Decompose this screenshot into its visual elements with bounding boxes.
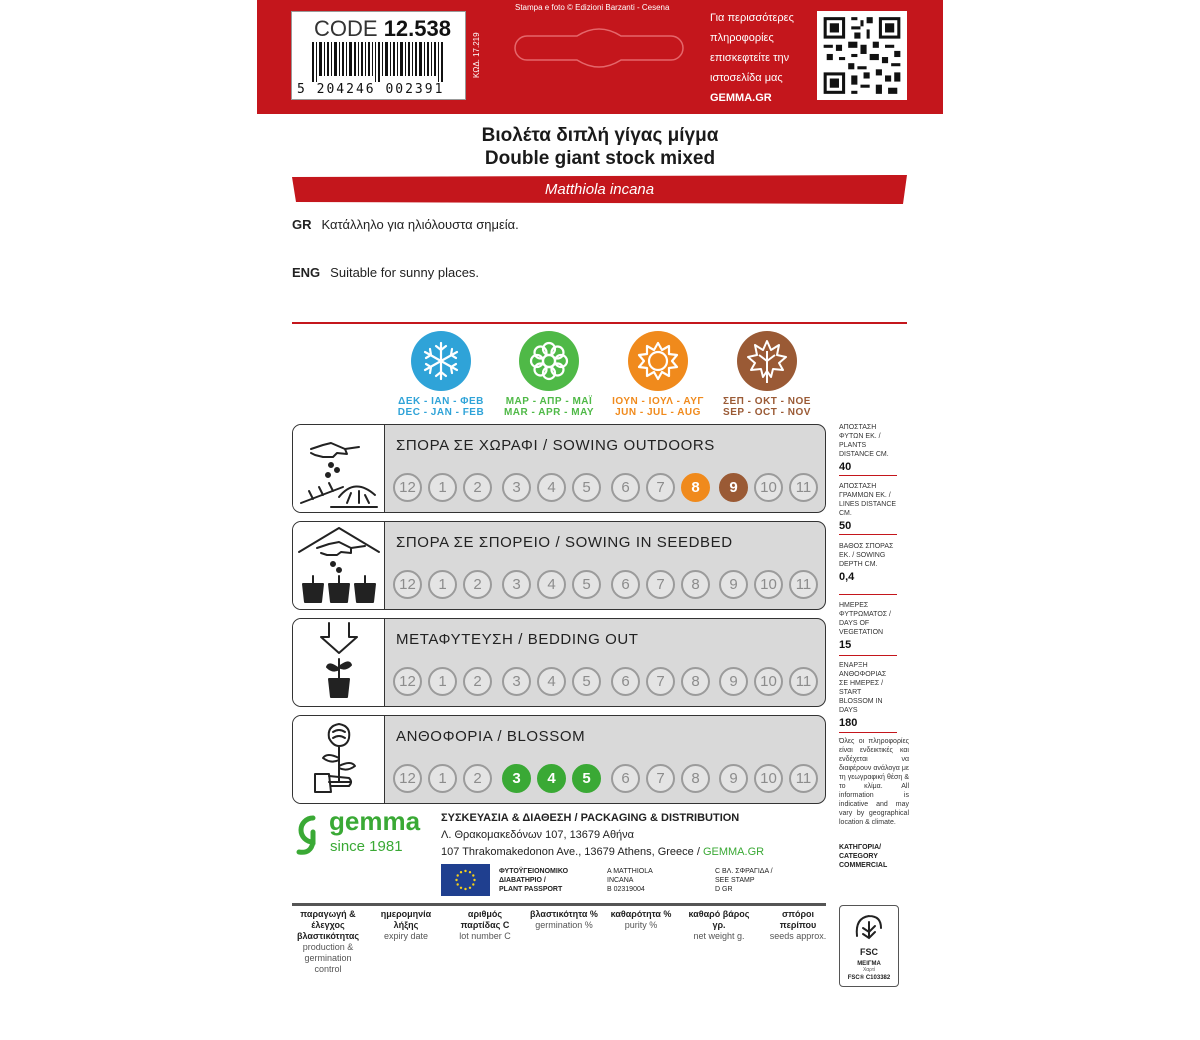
month-circle-2: 2 (463, 667, 492, 696)
month-circle-4: 4 (537, 764, 566, 793)
header-band (257, 0, 943, 114)
month-circle-4: 4 (537, 570, 566, 599)
plant-passport-species: A MATTHIOLA INCANA B 02319004 (607, 868, 653, 893)
month-circle-6: 6 (611, 473, 640, 502)
month-circle-5: 5 (572, 473, 601, 502)
spec-divider (839, 534, 897, 535)
spec-divider (839, 732, 897, 733)
spec-sowing-depth: ΒΑΘΟΣ ΣΠΟΡΑΣ ΕΚ. / SOWING DEPTH CM. 0,4 (839, 542, 897, 584)
spec-value: 15 (839, 639, 852, 651)
info-text: Για περισσότερες πληροφορίες επισκεφτείτε την ιστοσελίδα μας GEMMA.GR (710, 8, 820, 108)
disclaimer: Όλες οι πληροφορίες είναι ενδεικτικές και ενδέχεται να διαφέρουν ανάλογα με τη γεωγραφική θέση & το κλίμα. All information is indicative and may vary by geographical location & climate. (839, 738, 909, 826)
month-circles (393, 570, 823, 600)
label-lot-number: αριθμός παρτίδας C lot number C (459, 909, 511, 941)
plant-passport-title: ΦΥΤΟΫΓΕΙΟΝΟΜΙΚΟ ΔΙΑΒΑΤΗΡΙΟ / PLANT PASSPORT (499, 868, 569, 893)
month-circle-9: 9 (719, 570, 748, 599)
month-circle-7: 7 (646, 570, 675, 599)
product-code: CODE 12.538 (314, 16, 451, 41)
season-spring: ΜΑΡ - ΑΠΡ - ΜΑΪ MAR - APR - MAY (494, 331, 604, 418)
activity-title: ΑΝΘΟΦΟΡΙΑ / BLOSSOM (396, 728, 586, 745)
flower-icon (519, 331, 579, 391)
month-circles (393, 667, 823, 697)
month-circle-3: 3 (502, 764, 531, 793)
product-title (257, 124, 943, 170)
activity-title: ΣΠΟΡΑ ΣΕ ΧΩΡΑΦΙ / SOWING OUTDOORS (396, 437, 715, 454)
barcode-number: 5 204246 002391 (297, 82, 445, 97)
fsc-tree-icon (851, 912, 887, 942)
season-winter: ΔΕΚ - ΙΑΝ - ΦΕΒ DEC - JAN - FEB (386, 331, 496, 418)
category: ΚΑΤΗΓΟΡΙΑ/ CATEGORY COMMERCIAL (839, 844, 888, 869)
month-circle-7: 7 (646, 764, 675, 793)
spec-divider (839, 475, 897, 476)
month-circle-1: 1 (428, 473, 457, 502)
month-circle-8: 8 (681, 473, 710, 502)
title-greek: Βιολέτα διπλή γίγας μίγμα (481, 125, 719, 146)
hang-slot-outline (507, 28, 691, 68)
latin-name: Matthiola incana (544, 181, 655, 198)
spec-days-vegetation: ΗΜΕΡΕΣ ΦΥΤΡΩΜΑΤΟΣ / DAYS OF VEGETATION 15 (839, 601, 897, 652)
month-circle-6: 6 (611, 764, 640, 793)
month-circle-8: 8 (681, 570, 710, 599)
eu-flag-icon (441, 864, 490, 896)
month-circle-8: 8 (681, 667, 710, 696)
month-circle-1: 1 (428, 570, 457, 599)
leaf-icon (737, 331, 797, 391)
month-circle-11: 11 (789, 764, 818, 793)
month-circle-9: 9 (719, 473, 748, 502)
spec-value: 0,4 (839, 571, 855, 583)
label-seeds: σπόροι περίπου seeds approx. (769, 909, 827, 941)
month-circle-1: 1 (428, 667, 457, 696)
month-circle-12: 12 (393, 764, 422, 793)
plant-passport-stamp: C ΒΛ. ΣΦΡΑΓΙΔΑ / SEE STAMP D GR (715, 868, 773, 893)
code-box (291, 11, 466, 100)
spec-value: 50 (839, 520, 852, 532)
distribution-info: ΣΥΣΚΕΥΑΣΙΑ & ΔΙΑΘΕΣΗ / PACKAGING & DISTRIBUTION Λ. Θρακομακεδόνων 107, 13679 Αθήνα 107 Thrakomakedonon Ave., 13679 Athens, Greece / GEMMA.GR (441, 812, 765, 858)
spec-divider (839, 594, 897, 595)
snowflake-icon (411, 331, 471, 391)
month-circle-6: 6 (611, 667, 640, 696)
month-circle-2: 2 (463, 473, 492, 502)
activity-title: ΣΠΟΡΑ ΣΕ ΣΠΟΡΕΙΟ / SOWING IN SEEDBED (396, 534, 733, 551)
qr-code[interactable] (817, 11, 907, 100)
brand-name: gemma (329, 806, 421, 836)
month-circle-5: 5 (572, 764, 601, 793)
description-english: ENG Suitable for sunny places. (292, 265, 480, 280)
month-circle-11: 11 (789, 570, 818, 599)
month-circle-2: 2 (463, 570, 492, 599)
distribution-website[interactable]: GEMMA.GR (702, 846, 765, 858)
website-link[interactable]: GEMMA.GR (710, 92, 772, 104)
spec-start-blossom: ΕΝΑΡΞΗ ΑΝΘΟΦΟΡΙΑΣ ΣΕ ΗΜΕΡΕΣ / START BLOSSOM IN DAYS 180 (839, 661, 897, 730)
month-circle-9: 9 (719, 764, 748, 793)
activity-row-sowing-seedbed (292, 521, 826, 610)
month-circle-10: 10 (754, 570, 783, 599)
month-circle-10: 10 (754, 667, 783, 696)
month-circle-9: 9 (719, 667, 748, 696)
transplant-icon (293, 619, 385, 706)
activity-row-blossom (292, 715, 826, 804)
rose-icon (293, 716, 385, 803)
spec-line-distance: ΑΠΟΣΤΑΣΗ ΓΡΑΜΜΩΝ ΕΚ. / LINES DISTANCE CM. 50 (839, 483, 897, 532)
month-circle-5: 5 (572, 570, 601, 599)
barcode (312, 42, 448, 82)
month-circle-12: 12 (393, 570, 422, 599)
season-autumn: ΣΕΠ - ΟΚΤ - ΝΟΕ SEP - OCT - NOV (712, 331, 822, 418)
month-circle-2: 2 (463, 764, 492, 793)
label-net-weight: καθαρό βάρος γρ. net weight g. (688, 909, 750, 941)
month-circle-10: 10 (754, 764, 783, 793)
brand-since: since 1981 (330, 838, 403, 855)
season-summer: ΙΟΥΝ - ΙΟΥΛ - ΑΥΓ JUN - JUL - AUG (603, 331, 713, 418)
print-credit: Stampa e foto © Edizioni Barzanti - Cesena (515, 3, 670, 12)
label-purity: καθαρότητα % purity % (610, 909, 672, 930)
month-circle-4: 4 (537, 473, 566, 502)
month-circle-1: 1 (428, 764, 457, 793)
month-circle-3: 3 (502, 570, 531, 599)
month-circle-6: 6 (611, 570, 640, 599)
month-circle-3: 3 (502, 473, 531, 502)
month-circle-11: 11 (789, 667, 818, 696)
sun-icon (628, 331, 688, 391)
month-circle-3: 3 (502, 667, 531, 696)
divider (292, 903, 826, 906)
month-circles (393, 473, 823, 503)
spec-plant-distance: ΑΠΟΣΤΑΣΗ ΦΥΤΩΝ ΕΚ. / PLANTS DISTANCE CM. 40 (839, 423, 897, 474)
month-circles (393, 764, 823, 794)
spec-value: 180 (839, 717, 858, 729)
month-circle-12: 12 (393, 667, 422, 696)
month-circle-5: 5 (572, 667, 601, 696)
activity-row-sowing-outdoors (292, 424, 826, 513)
month-circle-12: 12 (393, 473, 422, 502)
activity-title: ΜΕΤΑΦΥΤΕΥΣΗ / BEDDING OUT (396, 631, 639, 648)
month-circle-4: 4 (537, 667, 566, 696)
description-greek: GR Κατάλληλο για ηλιόλουστα σημεία. (292, 217, 519, 232)
month-circle-7: 7 (646, 667, 675, 696)
activity-row-bedding-out (292, 618, 826, 707)
divider (292, 322, 907, 324)
fsc-badge: FSC ΜΕΙΓΜΑ Χαρτί FSC® C103382 (839, 905, 899, 987)
month-circle-8: 8 (681, 764, 710, 793)
spec-divider (839, 655, 897, 656)
month-circle-11: 11 (789, 473, 818, 502)
seedbed-icon (293, 522, 385, 609)
sowing-hand-icon (293, 425, 385, 512)
month-circle-10: 10 (754, 473, 783, 502)
label-germination: βλαστικότητα % germination % (530, 909, 598, 930)
kod-number: ΚΩΔ. 17.219 (472, 32, 481, 78)
label-expiry-date: ημερομηνία λήξης expiry date (380, 909, 432, 941)
month-circle-7: 7 (646, 473, 675, 502)
spec-value: 40 (839, 461, 852, 473)
label-production-control: παραγωγή & έλεγχος βλαστικότητας production & germination control (297, 909, 360, 974)
title-english: Double giant stock mixed (484, 148, 716, 169)
